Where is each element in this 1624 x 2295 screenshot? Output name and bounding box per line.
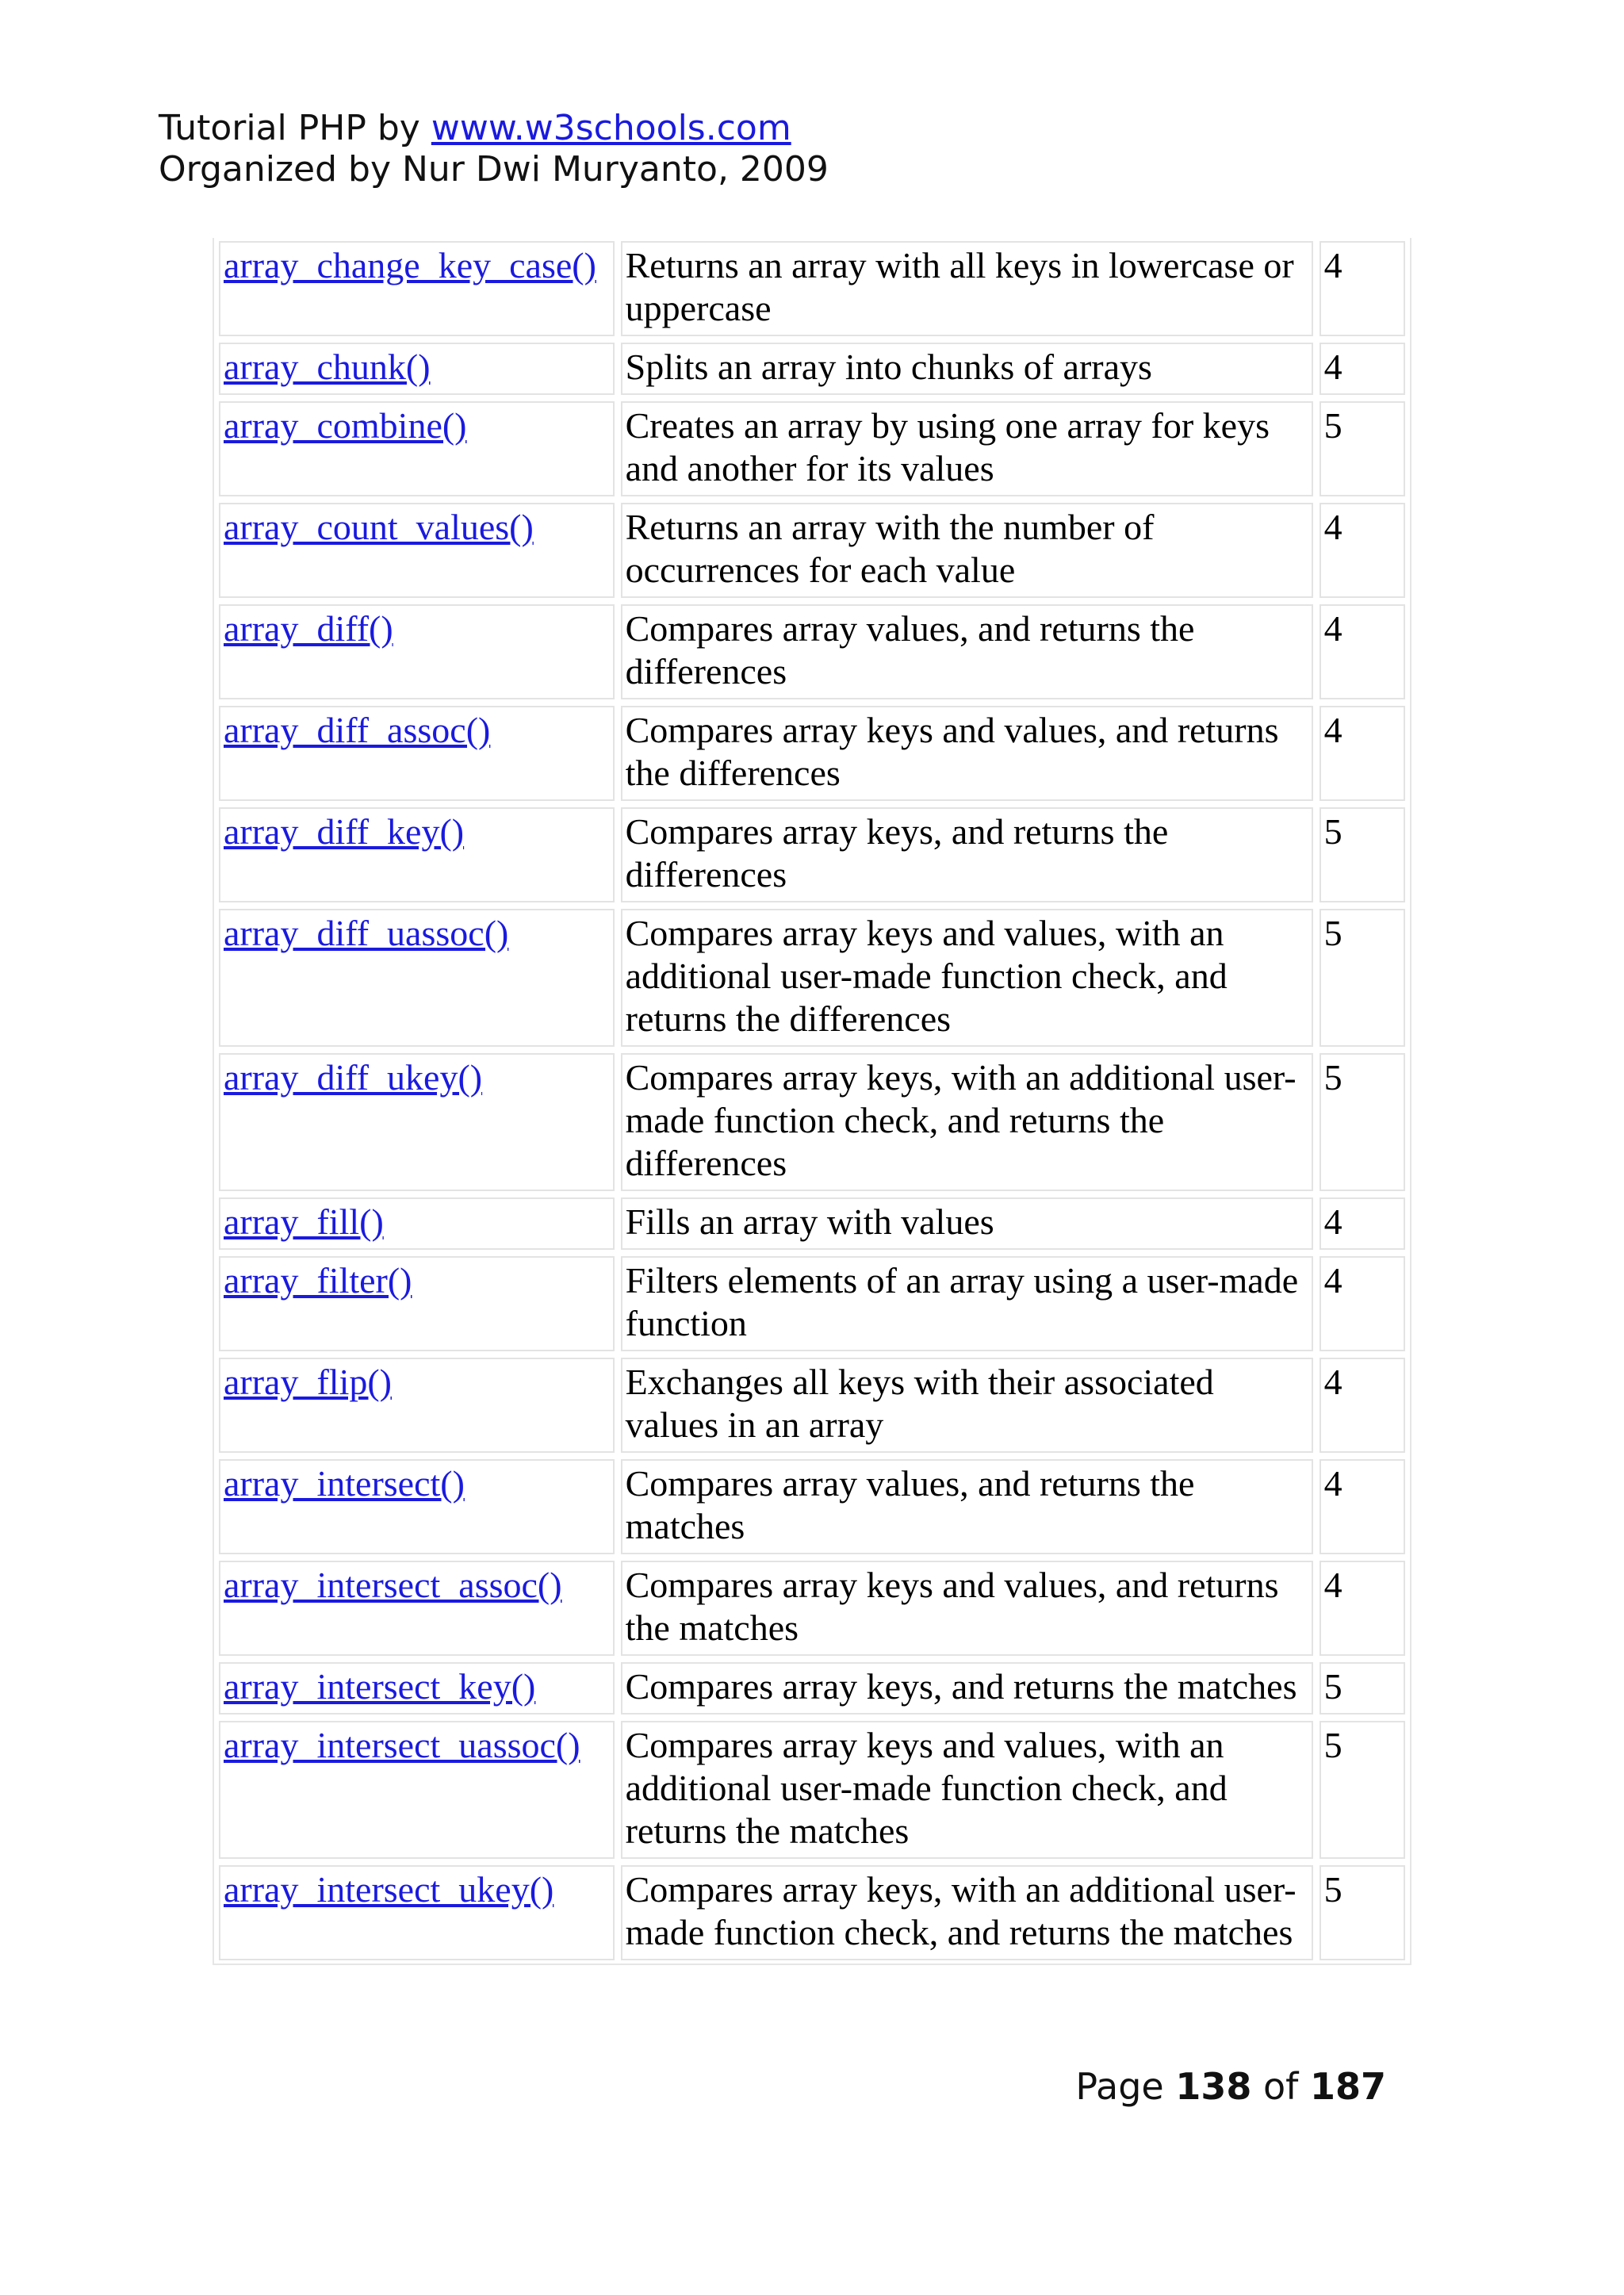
function-cell (219, 909, 615, 1047)
table-row (219, 604, 1405, 699)
function-cell (219, 1459, 615, 1554)
function-link[interactable]: array_intersect_key() (224, 1666, 536, 1707)
function-table-body (219, 241, 1405, 1960)
function-cell (219, 604, 615, 699)
table-row (219, 807, 1405, 902)
page-total: 187 (1309, 2065, 1386, 2108)
description-cell: Creates an array by using one array for keys and another for its values (621, 401, 1313, 496)
description-cell: Compares array keys, and returns the differences (621, 807, 1313, 902)
php-version-cell: 5 (1320, 1865, 1405, 1960)
function-link[interactable]: array_combine() (224, 405, 467, 446)
of-label: of (1263, 2065, 1299, 2108)
w3schools-link[interactable]: www.w3schools.com (431, 108, 791, 148)
table-row (219, 1865, 1405, 1960)
php-version-cell: 5 (1320, 1662, 1405, 1715)
function-link[interactable]: array_diff() (224, 608, 393, 649)
function-link[interactable]: array_count_values() (224, 507, 534, 547)
description-cell: Splits an array into chunks of arrays (621, 343, 1313, 395)
table-row (219, 1358, 1405, 1453)
table-row (219, 1662, 1405, 1715)
function-cell (219, 1358, 615, 1453)
table-row (219, 706, 1405, 801)
function-cell (219, 1662, 615, 1715)
function-link[interactable]: array_intersect_ukey() (224, 1869, 554, 1910)
table-row (219, 503, 1405, 598)
php-version-cell: 4 (1320, 1459, 1405, 1554)
table-row (219, 909, 1405, 1047)
table-row (219, 401, 1405, 496)
table-row (219, 343, 1405, 395)
function-cell (219, 401, 615, 496)
function-cell (219, 1256, 615, 1351)
php-version-cell: 5 (1320, 909, 1405, 1047)
php-version-cell: 4 (1320, 1256, 1405, 1351)
function-link[interactable]: array_fill() (224, 1201, 384, 1242)
php-version-cell: 4 (1320, 1197, 1405, 1250)
table-row (219, 1197, 1405, 1250)
php-version-cell: 4 (1320, 503, 1405, 598)
function-table (213, 235, 1411, 1967)
description-cell: Returns an array with the number of occurrences for each value (621, 503, 1313, 598)
page-label: Page (1075, 2065, 1164, 2108)
function-cell (219, 503, 615, 598)
description-cell: Compares array values, and returns the matches (621, 1459, 1313, 1554)
php-version-cell: 4 (1320, 1358, 1405, 1453)
function-cell (219, 1721, 615, 1859)
table-row (219, 1256, 1405, 1351)
function-link[interactable]: array_diff_assoc() (224, 710, 491, 750)
function-link[interactable]: array_diff_key() (224, 811, 465, 852)
php-version-cell: 4 (1320, 706, 1405, 801)
description-cell: Returns an array with all keys in lowercase or uppercase (621, 241, 1313, 336)
function-cell (219, 343, 615, 395)
page-footer (1075, 2065, 1386, 2108)
php-version-cell: 5 (1320, 807, 1405, 902)
function-cell (219, 1197, 615, 1250)
function-link[interactable]: array_diff_ukey() (224, 1057, 483, 1098)
function-cell (219, 241, 615, 336)
table-row (219, 1053, 1405, 1191)
function-link[interactable]: array_chunk() (224, 347, 431, 387)
table-row (219, 1459, 1405, 1554)
php-version-cell: 4 (1320, 1561, 1405, 1656)
description-cell: Compares array keys, with an additional user-made function check, and returns the differences (621, 1053, 1313, 1191)
table-row (219, 1721, 1405, 1859)
function-link[interactable]: array_filter() (224, 1260, 412, 1301)
php-version-cell: 4 (1320, 241, 1405, 336)
function-cell (219, 1561, 615, 1656)
description-cell: Compares array keys and values, and returns the matches (621, 1561, 1313, 1656)
php-version-cell: 5 (1320, 1053, 1405, 1191)
description-cell: Compares array keys and values, and returns the differences (621, 706, 1313, 801)
table-row (219, 1561, 1405, 1656)
function-cell (219, 1865, 615, 1960)
function-link[interactable]: array_intersect_uassoc() (224, 1725, 580, 1765)
php-version-cell: 4 (1320, 604, 1405, 699)
description-cell: Compares array keys, and returns the matches (621, 1662, 1313, 1715)
description-cell: Filters elements of an array using a user-made function (621, 1256, 1313, 1351)
function-link[interactable]: array_diff_uassoc() (224, 913, 509, 953)
header-prefix: Tutorial PHP by (159, 108, 431, 148)
function-cell (219, 807, 615, 902)
php-version-cell: 5 (1320, 1721, 1405, 1859)
description-cell: Compares array keys and values, with an additional user-made function check, and returns the matches (621, 1721, 1313, 1859)
function-cell (219, 1053, 615, 1191)
table-row (219, 241, 1405, 336)
description-cell: Fills an array with values (621, 1197, 1313, 1250)
description-cell: Compares array values, and returns the differences (621, 604, 1313, 699)
page-number: 138 (1175, 2065, 1252, 2108)
page-header (159, 108, 829, 190)
function-link[interactable]: array_intersect_assoc() (224, 1565, 562, 1605)
header-line-2: Organized by Nur Dwi Muryanto, 2009 (159, 149, 829, 190)
description-cell: Compares array keys and values, with an additional user-made function check, and returns the differences (621, 909, 1313, 1047)
header-line-1 (159, 108, 829, 149)
description-cell: Exchanges all keys with their associated values in an array (621, 1358, 1313, 1453)
function-link[interactable]: array_intersect() (224, 1463, 465, 1504)
function-link[interactable]: array_flip() (224, 1362, 392, 1402)
function-table-wrapper (213, 238, 1411, 1965)
description-cell: Compares array keys, with an additional user-made function check, and returns the matches (621, 1865, 1313, 1960)
function-cell (219, 706, 615, 801)
php-version-cell: 5 (1320, 401, 1405, 496)
function-link[interactable]: array_change_key_case() (224, 245, 596, 285)
php-version-cell: 4 (1320, 343, 1405, 395)
